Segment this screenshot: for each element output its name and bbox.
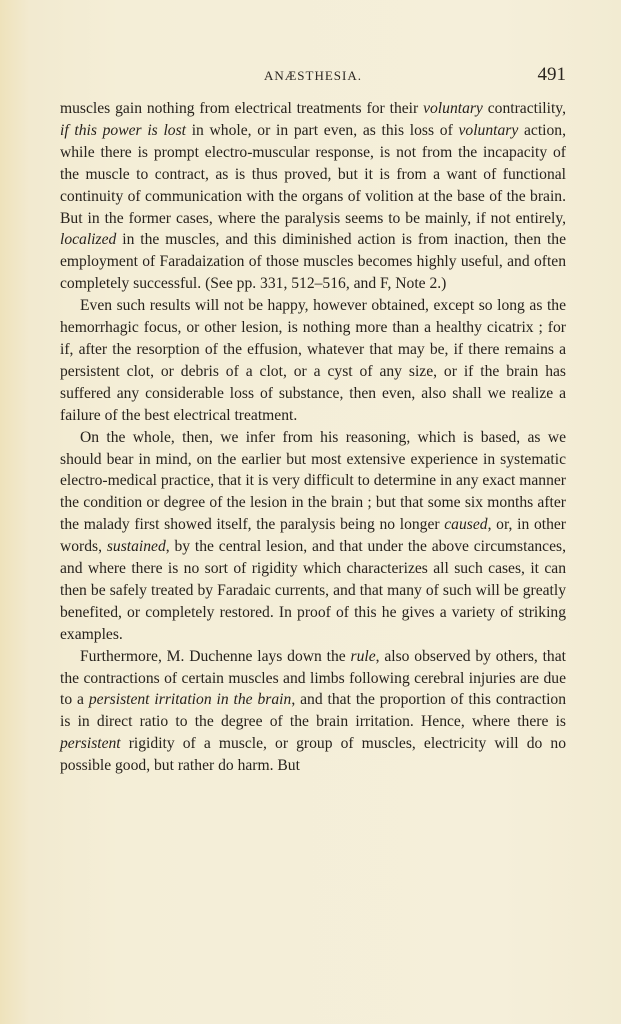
paragraph [60, 427, 566, 646]
italic-text: rule [350, 647, 376, 665]
text-run: in whole, or in part even, as this loss of [185, 121, 459, 139]
running-title: ANÆSTHESIA. [263, 68, 363, 83]
italic-text: caused [444, 516, 488, 534]
text-run: muscles gain nothing from electrical treatments for their [60, 100, 424, 117]
italic-text: persistent irritation in the brain [88, 691, 292, 709]
text-run: action, while there is prompt electro-muscular response, is not from the incapacity of the muscle to contract, as is thus proved, but it is from a want of functional continuity of communication with the organs of volition at the base of the brain. But in the former cases, where the paralysis seems to be mainly, if not entirely, [60, 121, 566, 227]
text-run: in the muscles, and this diminished action is from inaction, then the employment of Faradaization of those muscles becomes highly useful, and often completely successful. (See pp. 331, 512–516, and F, Note 2.) [60, 231, 566, 293]
italic-text: sustained [106, 538, 166, 556]
italic-text: voluntary [423, 100, 483, 117]
page-header [60, 64, 566, 88]
paragraph [60, 98, 566, 295]
text-run: , also observed by others, that the contractions of certain muscles and limbs following cerebral injuries are due to a [60, 647, 566, 709]
page-number: 491 [537, 64, 566, 85]
paragraph [60, 646, 566, 777]
body-text [60, 98, 566, 777]
text-run: On the whole, then, we infer from his reasoning, which is based, as we should bear in mind, on the earlier but most extensive experience in systematic electro-medical practice, that it is very difficult to determine in any exact manner the condition or degree of the lesion in the brain ; but that some six months after the malady first showed itself, the paralysis being no longer [60, 428, 566, 534]
text-run: Furthermore, M. Duchenne lays down the [80, 647, 351, 665]
italic-text: localized [60, 231, 117, 249]
text-run: , or, in other words, [60, 516, 566, 556]
text-run: , and that the proportion of this contraction is in direct ratio to the degree of the brain irritation. Hence, where there is [60, 691, 566, 731]
text-run: , by the central lesion, and that under the above circumstances, and where there is no sort of rigidity which characterizes all such cases, it can then be safely treated by Faradaic currents, and that many of such will be greatly benefited, or completely restored. In proof of this he gives a variety of striking examples. [60, 538, 566, 643]
text-run: Even such results will not be happy, however obtained, except so long as the hemorrhagic focus, or other lesion, is nothing more than a healthy cicatrix ; for if, after the resorption of the effusion, whatever that may be, if there remains a persistent clot, or debris of a clot, or a cyst of any size, or if the brain has suffered any considerable loss of substance, then even, also shall we realize a failure of the best electrical treatment. [60, 297, 566, 424]
paragraph [60, 295, 566, 426]
text-run: rigidity of a muscle, or group of muscles, electricity will do no possible good, but rather do harm. But [60, 735, 566, 775]
italic-text: voluntary [458, 121, 519, 139]
italic-text: persistent [60, 735, 121, 753]
italic-text: if this power is lost [60, 121, 186, 139]
text-run: contractility, [482, 100, 566, 117]
